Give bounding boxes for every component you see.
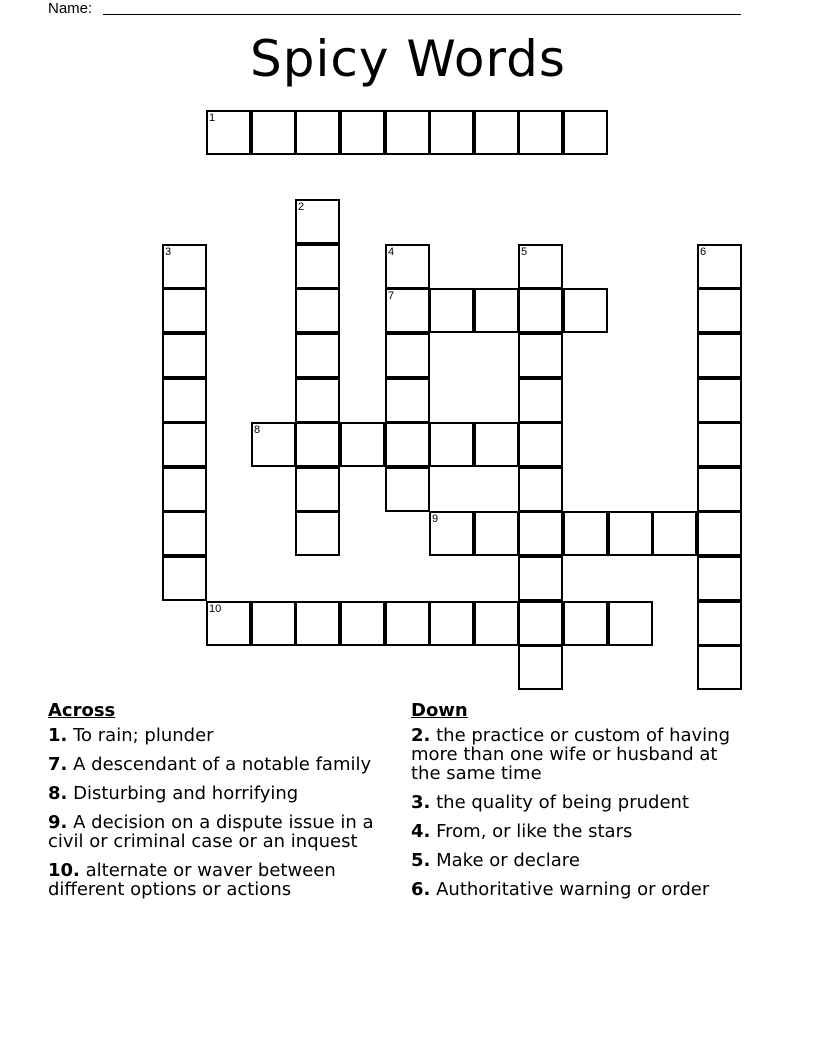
grid-cell[interactable] [295, 511, 340, 556]
clue-down-2 [411, 726, 751, 783]
across-heading: Across [48, 700, 116, 721]
clue-across-10 [48, 861, 398, 899]
clue-across-7 [48, 755, 398, 774]
grid-cell[interactable] [518, 467, 563, 512]
grid-cell[interactable] [385, 244, 430, 289]
grid-cell[interactable] [162, 556, 207, 601]
grid-cell[interactable] [697, 378, 742, 423]
grid-cell[interactable] [251, 422, 296, 467]
grid-cell[interactable] [385, 601, 430, 646]
clue-number: 4. [411, 821, 431, 842]
grid-cell[interactable] [474, 601, 519, 646]
clue-number: 6. [411, 879, 431, 900]
cell-number: 7 [388, 290, 395, 302]
clue-number: 9. [48, 812, 68, 833]
name-label: Name: [48, 0, 93, 17]
clue-number: 8. [48, 783, 68, 804]
grid-cell[interactable] [206, 110, 251, 155]
across-clues [48, 701, 398, 909]
grid-cell[interactable] [518, 288, 563, 333]
grid-cell[interactable] [295, 288, 340, 333]
cell-number: 2 [298, 201, 305, 213]
clue-text: Authoritative warning or order [436, 879, 710, 900]
grid-cell[interactable] [652, 511, 697, 556]
grid-cell[interactable] [563, 601, 608, 646]
clue-number: 3. [411, 792, 431, 813]
clue-number: 2. [411, 725, 431, 746]
grid-cell[interactable] [518, 333, 563, 378]
grid-cell[interactable] [697, 244, 742, 289]
grid-cell[interactable] [251, 601, 296, 646]
clue-across-9 [48, 813, 398, 851]
grid-cell[interactable] [162, 511, 207, 556]
grid-cell[interactable] [518, 511, 563, 556]
grid-cell[interactable] [385, 378, 430, 423]
grid-cell[interactable] [518, 110, 563, 155]
grid-cell[interactable] [340, 110, 385, 155]
grid-cell[interactable] [518, 556, 563, 601]
clue-text: Disturbing and horrifying [73, 783, 299, 804]
grid-cell[interactable] [474, 110, 519, 155]
grid-cell[interactable] [295, 244, 340, 289]
grid-cell[interactable] [697, 511, 742, 556]
grid-cell[interactable] [295, 601, 340, 646]
clue-text: alternate or waver between different options or actions [48, 860, 336, 900]
grid-cell[interactable] [518, 244, 563, 289]
grid-cell[interactable] [295, 333, 340, 378]
grid-cell[interactable] [206, 601, 251, 646]
clue-text: the practice or custom of having more than one wife or husband at the same time [411, 725, 731, 784]
grid-cell[interactable] [429, 110, 474, 155]
grid-cell[interactable] [608, 511, 653, 556]
grid-cell[interactable] [697, 556, 742, 601]
grid-cell[interactable] [295, 378, 340, 423]
grid-cell[interactable] [474, 288, 519, 333]
clue-text: To rain; plunder [73, 725, 214, 746]
grid-cell[interactable] [162, 378, 207, 423]
cell-number: 5 [521, 246, 528, 258]
grid-cell[interactable] [474, 511, 519, 556]
clue-text: Make or declare [436, 850, 580, 871]
grid-cell[interactable] [563, 110, 608, 155]
across-clue-list [48, 726, 398, 899]
down-heading: Down [411, 700, 468, 721]
clue-down-5 [411, 851, 751, 870]
clue-text: A descendant of a notable family [73, 754, 372, 775]
grid-cell[interactable] [385, 110, 430, 155]
clue-number: 1. [48, 725, 68, 746]
cell-number: 1 [209, 112, 216, 124]
grid-cell[interactable] [162, 333, 207, 378]
grid-cell[interactable] [385, 467, 430, 512]
grid-cell[interactable] [518, 601, 563, 646]
grid-cell[interactable] [429, 511, 474, 556]
clue-across-1 [48, 726, 398, 745]
grid-cell[interactable] [385, 333, 430, 378]
grid-cell[interactable] [697, 422, 742, 467]
clue-text: A decision on a dispute issue in a civil or criminal case or an inquest [48, 812, 374, 852]
grid-cell[interactable] [295, 467, 340, 512]
grid-cell[interactable] [563, 288, 608, 333]
clue-down-4 [411, 822, 751, 841]
cell-number: 3 [165, 246, 172, 258]
grid-cell[interactable] [385, 422, 430, 467]
clue-number: 5. [411, 850, 431, 871]
grid-cell[interactable] [474, 422, 519, 467]
cell-number: 4 [388, 246, 395, 258]
grid-cell[interactable] [697, 288, 742, 333]
grid-cell[interactable] [429, 288, 474, 333]
grid-cell[interactable] [563, 511, 608, 556]
down-clue-list [411, 726, 751, 899]
clue-number: 7. [48, 754, 68, 775]
grid-cell[interactable] [295, 422, 340, 467]
grid-cell[interactable] [697, 645, 742, 690]
grid-cell[interactable] [385, 288, 430, 333]
grid-cell[interactable] [295, 110, 340, 155]
cell-number: 10 [209, 603, 222, 615]
grid-cell[interactable] [429, 601, 474, 646]
grid-cell[interactable] [608, 601, 653, 646]
grid-cell[interactable] [429, 422, 474, 467]
grid-cell[interactable] [518, 422, 563, 467]
grid-cell[interactable] [697, 333, 742, 378]
cell-number: 8 [254, 424, 261, 436]
grid-cell[interactable] [518, 645, 563, 690]
grid-cell[interactable] [251, 110, 296, 155]
grid-cell[interactable] [162, 244, 207, 289]
clue-number: 10. [48, 860, 80, 881]
clue-across-8 [48, 784, 398, 803]
clue-down-6 [411, 880, 751, 899]
clue-text: From, or like the stars [436, 821, 633, 842]
cell-number: 9 [432, 513, 439, 525]
grid-cell[interactable] [162, 422, 207, 467]
clue-text: the quality of being prudent [436, 792, 689, 813]
page-title: Spicy Words [250, 30, 566, 88]
grid-cell[interactable] [518, 378, 563, 423]
grid-cell[interactable] [697, 601, 742, 646]
down-clues [411, 701, 751, 909]
grid-cell[interactable] [162, 467, 207, 512]
grid-cell[interactable] [295, 199, 340, 244]
clue-down-3 [411, 793, 751, 812]
grid-cell[interactable] [162, 288, 207, 333]
grid-cell[interactable] [340, 601, 385, 646]
grid-cell[interactable] [697, 467, 742, 512]
grid-cell[interactable] [340, 422, 385, 467]
cell-number: 6 [700, 246, 707, 258]
